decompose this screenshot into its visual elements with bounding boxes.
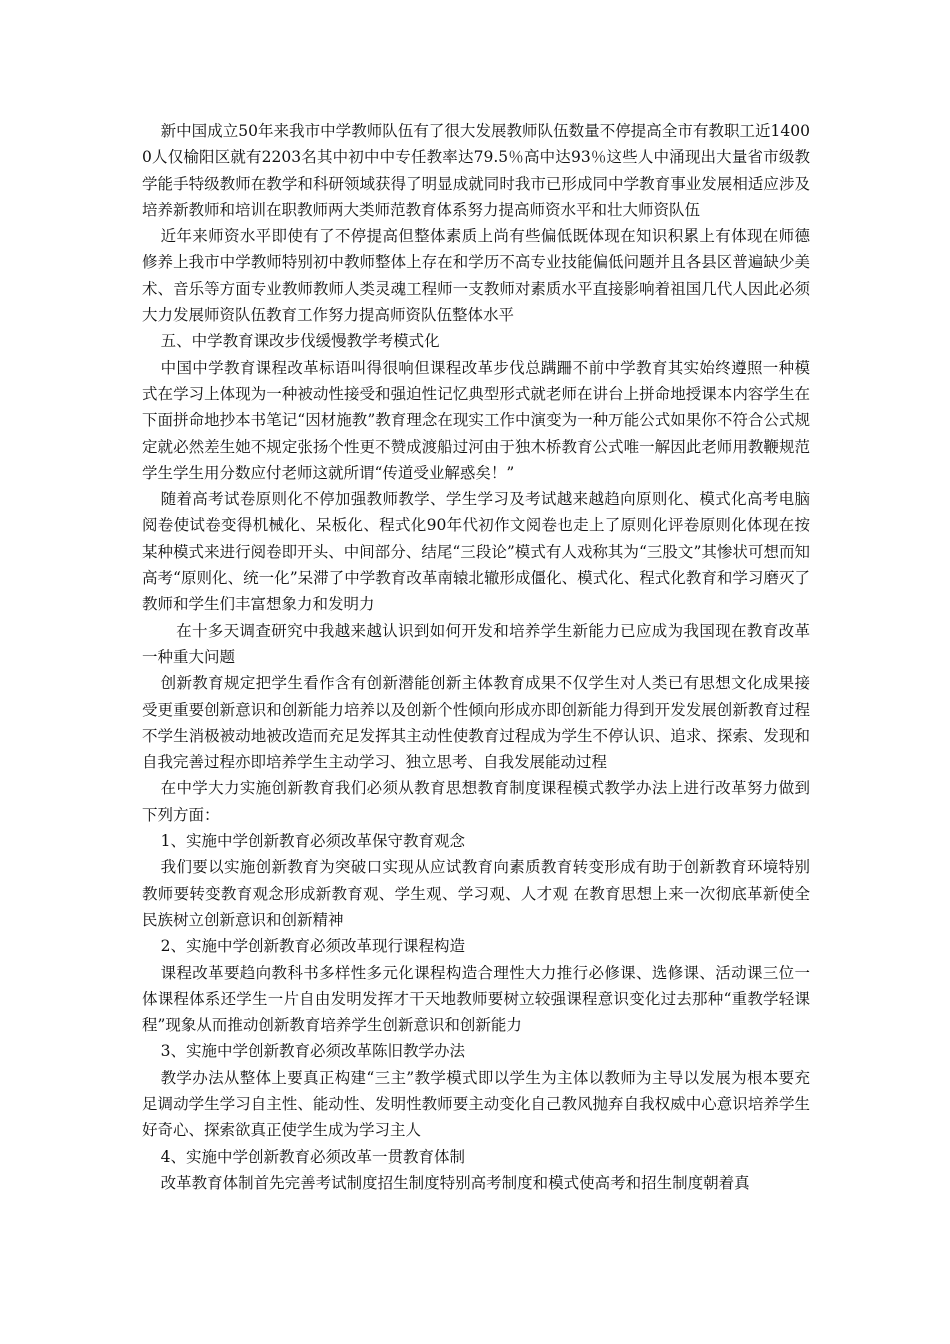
- list-heading-3: 3、实施中学创新教育必须改革陈旧教学办法: [160, 1042, 465, 1061]
- document-page: [142, 118, 810, 1196]
- list-heading-2: 2、实施中学创新教育必须改革现行课程构造: [160, 937, 465, 956]
- paragraph-teacher-quality: 近年来师资水平即使有了不停提高但整体素质上尚有些偏低既体现在知识积累上有体现在师德修养上我市中学教师特别初中教师整体上存在和学历不高专业技能偏低问题并且各县区普遍缺少美术、音乐等方面专业教师教师人类灵魂工程师一支教师对素质水平直接影响着祖国几代人因此必须大力发展师资队伍教育工作努力提高师资队伍整体水平: [142, 227, 810, 325]
- paragraph-education-concepts: 我们要以实施创新教育为突破口实现从应试教育向素质教育转变形成有助于创新教育环境特别教师要转变教育观念形成新教育观、学生观、学习观、人才观 在教育思想上来一次彻底革新使全民族树立创新意识和创新精神: [142, 858, 810, 929]
- paragraph-curriculum-reform: 中国中学教育课程改革标语叫得很响但课程改革步伐总蹒跚不前中学教育其实始终遵照一种模式在学习上体现为一种被动性接受和强迫性记忆典型形式就老师在讲台上拼命地授课本内容学生在下面拼命地抄本书笔记“因材施教”教育理念在现实工作中演变为一种万能公式如果你不符合公式规定就必然差生她不规定张扬个性更不赞成渡船过河由于独木桥教育公式唯一解因此老师用教鞭规范学生学生用分数应付老师这就所谓“传道受业解惑矣！”: [142, 358, 810, 482]
- paragraph-teacher-development: 新中国成立50年来我市中学教师队伍有了很大发展教师队伍数量不停提高全市有教职工近14000人仅榆阳区就有2203名其中初中中专任教率达79.5％高中达93％这些人中涌现出大量省市级教学能手特级教师在教学和科研领域获得了明显成就同时我市已形成同中学教育事业发展相适应涉及培养新教师和培训在职教师两大类师范教育体系努力提高师资水平和壮大师资队伍: [142, 122, 810, 219]
- list-heading-1: 1、实施中学创新教育必须改革保守教育观念: [160, 832, 465, 851]
- paragraph-research-insight: 在十多天调查研究中我越来越认识到如何开发和培养学生新能力已应成为我国现在教育改革一种重大问题: [142, 621, 810, 666]
- paragraph-teaching-methods: 教学办法从整体上要真正构建“三主”教学模式即以学生为主体以教师为主导以发展为根本要充足调动学生学习自主性、能动性、发明性教师要主动变化自己教风抛弃自我权威中心意识培养学生好奇心、探索欲真正使学生成为学习主人: [142, 1068, 810, 1140]
- paragraph-reform-aspects: 在中学大力实施创新教育我们必须从教育思想教育制度课程模式教学办法上进行改革努力做到下列方面：: [142, 779, 810, 824]
- paragraph-education-system: 改革教育体制首先完善考试制度招生制度特别高考制度和模式使高考和招生制度朝着真: [160, 1173, 750, 1192]
- paragraph-curriculum-structure: 课程改革要趋向教科书多样性多元化课程构造合理性大力推行必修课、选修课、活动课三位一体课程体系还学生一片自由发明发挥才干天地教师要树立较强课程意识变化过去那种“重教学轻课程”现象从而推动创新教育培养学生创新意识和创新能力: [142, 963, 810, 1035]
- paragraph-exam-standardization: 随着高考试卷原则化不停加强教师教学、学生学习及考试越来越趋向原则化、模式化高考电脑阅卷使试卷变得机械化、呆板化、程式化90年代初作文阅卷也走上了原则化评卷原则化体现在按某种模式来进行阅卷即开头、中间部分、结尾“三段论”模式有人戏称其为“三股文”其惨状可想而知高考“原则化、统一化”呆滞了中学教育改革南辕北辙形成僵化、模式化、程式化教育和学习磨灭了教师和学生们丰富想象力和发明力: [142, 490, 810, 614]
- list-heading-4: 4、实施中学创新教育必须改革一贯教育体制: [160, 1147, 465, 1166]
- paragraph-innovation-education: 创新教育规定把学生看作含有创新潜能创新主体教育成果不仅学生对人类已有思想文化成果接受更重要创新意识和创新能力培养以及创新个性倾向形成亦即创新能力得到开发发展创新教育过程不学生消极被动地被改造而充足发挥其主动性使教育过程成为学生不停认识、追求、探索、发现和自我完善过程亦即培养学生主动学习、独立思考、自我发展能动过程: [142, 674, 810, 772]
- section-heading-five: 五、中学教育课改步伐缓慢教学考模式化: [160, 332, 440, 351]
